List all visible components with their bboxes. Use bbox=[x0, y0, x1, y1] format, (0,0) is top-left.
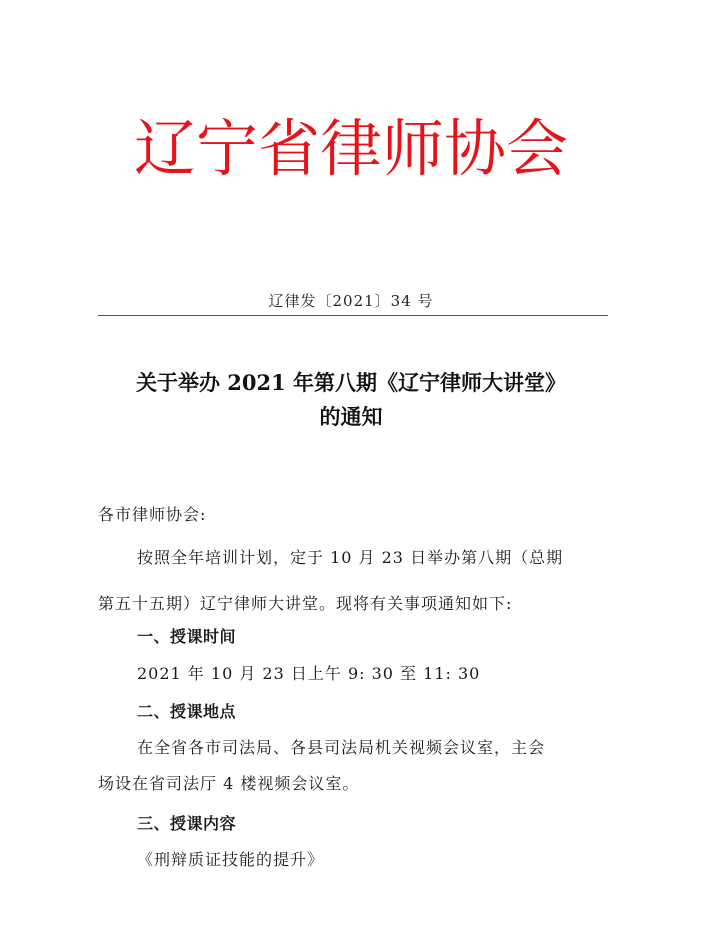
section-2-line-1: 在全省各市司法局、各县司法局机关视频会议室，主会 bbox=[137, 738, 546, 757]
section-1-text: 2021 年 10 月 23 日上午 9: 30 至 11: 30 bbox=[137, 664, 481, 683]
document-number: 辽律发〔2021〕34 号 bbox=[268, 292, 434, 310]
notice-title-line-1: 关于举办 2021 年第八期《辽宁律师大讲堂》 bbox=[135, 370, 567, 395]
section-2-heading: 二、授课地点 bbox=[137, 702, 237, 721]
section-2-line-2: 场设在省司法厅 4 楼视频会议室。 bbox=[98, 774, 360, 793]
addressee: 各市律师协会: bbox=[98, 505, 207, 524]
letterhead-org-name: 辽宁省律师协会 bbox=[133, 112, 568, 185]
section-1-heading: 一、授课时间 bbox=[137, 627, 237, 646]
letterhead-divider bbox=[98, 315, 608, 316]
notice-title bbox=[0, 366, 702, 434]
section-3-text: 《刑辩质证技能的提升》 bbox=[137, 850, 325, 869]
notice-title-line-2: 的通知 bbox=[319, 404, 383, 429]
intro-line-2: 第五十五期）辽宁律师大讲堂。现将有关事项通知如下: bbox=[98, 594, 513, 613]
intro-line-1: 按照全年培训计划，定于 10 月 23 日举办第八期（总期 bbox=[137, 548, 564, 567]
section-3-heading: 三、授课内容 bbox=[137, 814, 237, 833]
